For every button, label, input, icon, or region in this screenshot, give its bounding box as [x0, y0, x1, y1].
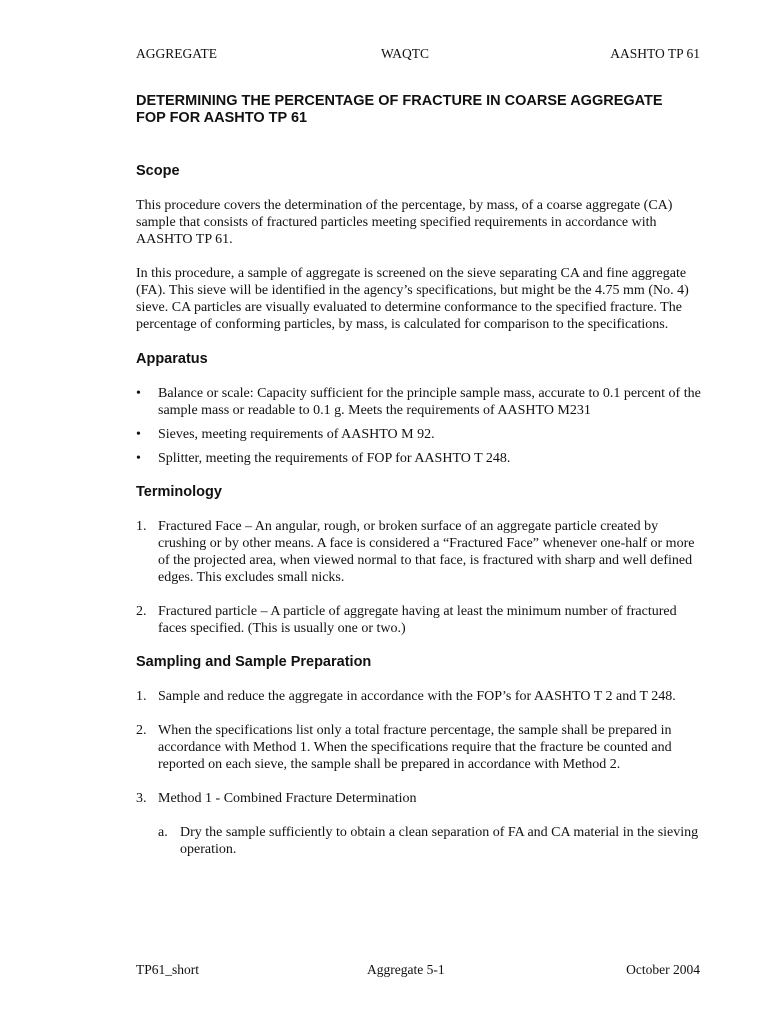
document-body — [136, 93, 704, 858]
terminology-item-text: Fractured Face – An angular, rough, or broken surface of an aggregate particle created by crushing or by other means. A face is considered a “Fractured Face” whenever one-half or more of the projected area, when viewed normal to that face, is fractured with sharp and well defined edges. This excludes small nicks. — [158, 519, 695, 585]
footer-right: October 2004 — [626, 962, 700, 977]
apparatus-item-text: Balance or scale: Capacity sufficient for the principle sample mass, accurate to 0.1 percent of the sample mass or readable to 0.1 g. Meets the requirements of AASHTO M231 — [158, 386, 701, 418]
sampling-item-text: When the specifications list only a total fracture percentage, the sample shall be prepared in accordance with Method 1. When the specifications require that the fracture be counted and reported on each sieve, the sample shall be prepared in accordance with Method 2. — [158, 723, 672, 772]
sampling-item — [136, 722, 704, 773]
bullet-mark: • — [136, 386, 141, 401]
sampling-item — [136, 688, 704, 705]
sampling-item-text: Sample and reduce the aggregate in accordance with the FOP’s for AASHTO T 2 and T 248. — [158, 689, 676, 704]
document-title — [136, 93, 704, 127]
sampling-heading: Sampling and Sample Preparation — [136, 654, 372, 670]
item-number: 2. — [136, 604, 147, 619]
apparatus-item — [136, 385, 704, 419]
page-header — [136, 45, 700, 63]
terminology-list — [136, 518, 704, 637]
terminology-item-text: Fractured particle – A particle of aggregate having at least the minimum number of fractured faces specified. (This is usually one or two.) — [158, 604, 677, 636]
sampling-subitem-text: Dry the sample sufficiently to obtain a clean separation of FA and CA material in the sieving operation. — [180, 825, 699, 857]
scope-paragraph-2: In this procedure, a sample of aggregate is screened on the sieve separating CA and fine aggregate (FA). This sieve will be identified in the agency’s specifications, but might be the 4.75 mm (No. 4) sieve. CA particles are visually evaluated to determine conformance to the specified fracture. The percentage of conforming particles, by mass, is calculated for comparison to the specifications. — [136, 266, 689, 332]
header-left: AGGREGATE — [136, 46, 217, 61]
sampling-list — [136, 688, 704, 858]
title-line-1: DETERMINING THE PERCENTAGE OF FRACTURE IN COARSE AGGREGATE — [136, 93, 663, 109]
terminology-heading: Terminology — [136, 484, 222, 500]
item-number: 1. — [136, 689, 147, 704]
title-line-2: FOP FOR AASHTO TP 61 — [136, 110, 308, 126]
apparatus-item-text: Sieves, meeting requirements of AASHTO M 92. — [158, 427, 435, 442]
sampling-item-text: Method 1 - Combined Fracture Determination — [158, 791, 417, 806]
apparatus-heading: Apparatus — [136, 351, 208, 367]
apparatus-item — [136, 426, 704, 443]
bullet-mark: • — [136, 451, 141, 466]
footer-center: Aggregate 5-1 — [367, 962, 445, 977]
apparatus-item — [136, 450, 704, 467]
header-right: AASHTO TP 61 — [610, 46, 700, 61]
sampling-item — [136, 790, 704, 807]
terminology-item — [136, 518, 704, 586]
scope-heading: Scope — [136, 163, 180, 179]
footer-left: TP61_short — [136, 962, 200, 977]
item-letter: a. — [158, 825, 168, 840]
apparatus-item-text: Splitter, meeting the requirements of FOP for AASHTO T 248. — [158, 451, 511, 466]
item-number: 3. — [136, 791, 147, 806]
item-number: 2. — [136, 723, 147, 738]
item-number: 1. — [136, 519, 147, 534]
scope-paragraph-1: This procedure covers the determination of the percentage, by mass, of a coarse aggregate (CA) sample that consists of fractured particles meeting specified requirements in accordance with AASHTO TP 61. — [136, 198, 673, 247]
terminology-item — [136, 603, 704, 637]
page-footer — [136, 961, 700, 979]
sampling-subitem — [136, 824, 704, 858]
bullet-mark: • — [136, 427, 141, 442]
apparatus-list — [136, 385, 704, 467]
header-center: WAQTC — [381, 46, 429, 61]
